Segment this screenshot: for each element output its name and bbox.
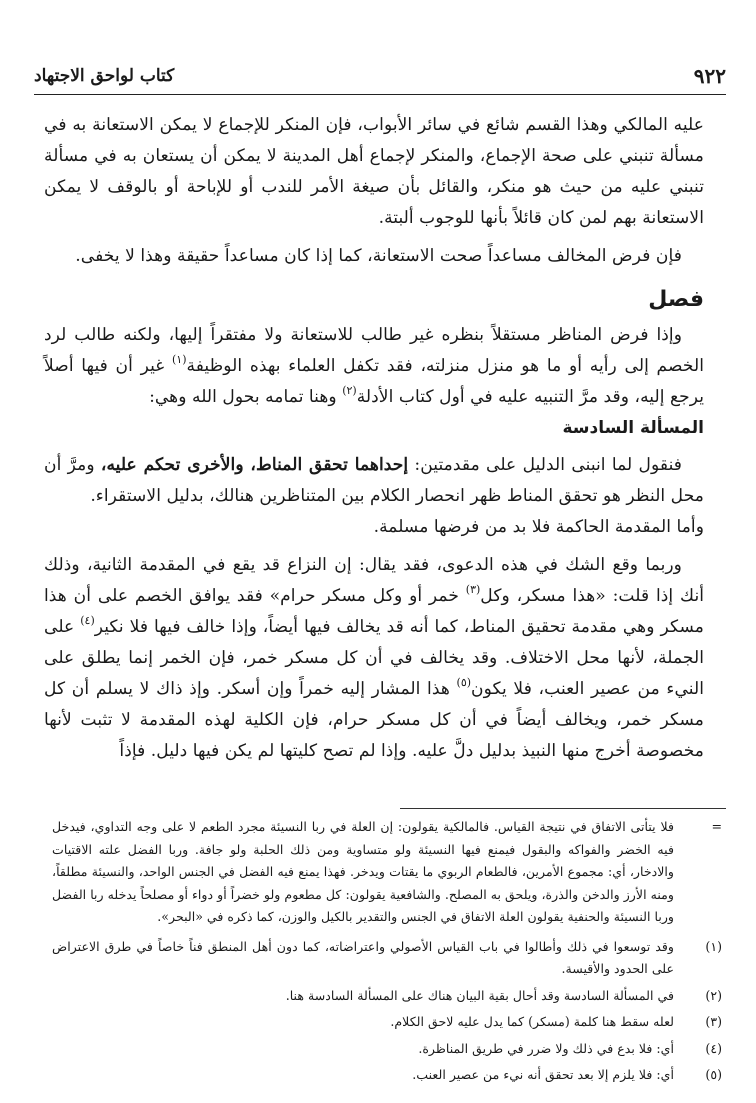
footnotes <box>52 816 722 1087</box>
text-run: وهنا تمامه بحول الله وهي: <box>149 387 343 407</box>
footnote-ref[interactable]: (١) <box>171 353 187 366</box>
footnote-number: (١) <box>705 938 722 954</box>
page-number: ٩٢٢ <box>693 64 726 88</box>
footnote-rule <box>400 808 726 809</box>
text-run: على الجملة، لأنها محل الاختلاف. وقد يخالف في أن كل مسكر خمر، فإن الخمر إنما يطلق على النيء من عصير العنب، فلا يكون <box>44 617 704 699</box>
paragraph <box>44 550 704 767</box>
paragraph <box>44 450 704 512</box>
text-run: وربما وقع الشك في هذه الدعوى، فقد يقال: إن النزاع قد يقع في المقدمة الثانية، وذلك أنك إذا قلت: «هذا مسكر، وكل <box>44 555 705 606</box>
footnote <box>52 1038 722 1061</box>
footnote <box>52 1011 722 1034</box>
page-header <box>34 64 726 94</box>
header-rule <box>34 94 726 95</box>
footnote-continuation <box>52 816 722 929</box>
paragraph: وأما المقدمة الحاكمة فلا بد من فرضها مسلمة. <box>373 517 704 537</box>
footnote-number: (٢) <box>705 987 722 1003</box>
running-title: كتاب لواحق الاجتهاد <box>34 66 175 86</box>
bold-text: إحداهما تحقق المناط، والأخرى تحكم عليه، <box>100 455 409 475</box>
footnote-ref[interactable]: (٣) <box>465 583 481 596</box>
text-run: خمر أو وكل مسكر حرام» فقد يوافق الخصم على أن هذا مسكر وهي مقدمة تحقيق المناط، كما أنه قد يخالف فيها أيضاً، وإذا خالف فيها فلا نكير <box>44 586 704 637</box>
main-text <box>44 110 704 767</box>
paragraph <box>44 320 704 413</box>
paragraph: فإن فرض المخالف مساعداً صحت الاستعانة، كما إذا كان مساعداً حقيقة وهذا لا يخفى. <box>75 246 682 266</box>
footnote-text: لعله سقط هنا كلمة (مسكر) كما يدل عليه لاحق الكلام. <box>390 1014 674 1029</box>
text-run: غير أن فيها أصلاً يرجع إليه، وقد مرَّ التنبيه عليه في أول كتاب الأدلة <box>44 356 704 407</box>
footnote-text: أي: فلا بدع في ذلك ولا ضرر في طريق المناظرة. <box>418 1040 674 1056</box>
paragraph: عليه المالكي وهذا القسم شائع في سائر الأبواب، فإن المنكر للإجماع لا يمكن الاستعانة به في مسألة تنبني على صحة الإجماع، والمنكر لإجماع أهل المدينة لا يمكن أن يستعان به في مسألة تنبني عليه من حيث هو منكر، والقائل بأن صيغة الأمر للندب أو للإباحة أو بالوقف لا يمكن الاستعانة بهم لمن كان قائلاً بأنها للوجوب ألبتة. <box>44 115 704 228</box>
footnote <box>52 936 722 981</box>
footnote-ref[interactable]: (٥) <box>456 676 472 689</box>
footnote-number: (٤) <box>705 1040 722 1056</box>
footnote-number: (٣) <box>705 1014 722 1029</box>
text-run: ومرَّ أن محل النظر هو تحقق المناط ظهر انحصار الكلام بين المتناظرين هنالك، بدليل الاستقراء. <box>44 455 704 506</box>
footnote-text: وقد توسعوا في ذلك وأطالوا في باب القياس الأصولي واعتراضاته، كما دون أهل المنطق فناً خاصاً في طرق الاعتراض على الحدود والأقيسة. <box>52 938 674 976</box>
footnote-ref[interactable]: (٢) <box>342 384 357 397</box>
text-run: فنقول لما انبنى الدليل على مقدمتين: <box>408 455 682 475</box>
footnote <box>52 1064 722 1087</box>
continuation-mark: = <box>711 819 722 834</box>
subsection-heading: المسألة السادسة <box>562 418 704 438</box>
footnote-text: فلا يتأتى الاتفاق في نتيجة القياس. فالمالكية يقولون: إن العلة في ربا النسيئة مجرد الطعم لا على وجه التداوي، فيدخل فيه الخضر والفواكه والبقول فيمنع فيها النسيئة ولو متساوية ومن ذلك الحلبة ولو جافة. وربا الفضل علته الاقتيات والادخار، أي: مجموع الأمرين، فالطعام الربوي ما يقتات ويدخر. فهذا يمنع فيه الفضل في الجنس الواحد، والنسيئة مطلقاً، ومنه الأرز والدخن والذرة، ويلحق به المصلح. والشافعية يقولون: كل مطعوم ولو خضراً أو دواء أو مصلحاً يدخله ربا الفضل وربا النسيئة والحنفية يقولون العلة الاتفاق في الجنس والتقدير بالكيل والوزن، كما ذكره في «البحر». <box>52 819 674 924</box>
text-run: هذا المشار إليه خمراً وإن أسكر. وإذ ذاك لا يسلم أن كل مسكر خمر، ويخالف أيضاً في أن كل مسكر حرام، فإن الكلية لهذه المقدمة لا تثبت لأنها مخصوصة أخرج منها النبيذ بدليل دلَّ عليه. وإذا لم تصح كليتها لم يكن فيها دليل. فإذاً <box>44 679 704 761</box>
section-heading: فصل <box>648 287 704 312</box>
footnote <box>52 985 722 1008</box>
footnote-text: أي: فلا يلزم إلا بعد تحقق أنه نيء من عصير العنب. <box>412 1067 674 1082</box>
footnote-number: (٥) <box>705 1067 722 1082</box>
footnote-ref[interactable]: (٤) <box>80 614 95 627</box>
text-run: وإذا فرض المناظر مستقلاً بنظره غير طالب للاستعانة ولا مفتقراً إليها، ولكنه طالب لرد الخصم إلى رأيه أو ما هو منزل منزلته، فقد تكفل العلماء بهذه الوظيفة <box>44 325 704 376</box>
footnote-text: في المسألة السادسة وقد أحال بقية البيان هناك على المسألة السادسة هنا. <box>285 987 674 1003</box>
